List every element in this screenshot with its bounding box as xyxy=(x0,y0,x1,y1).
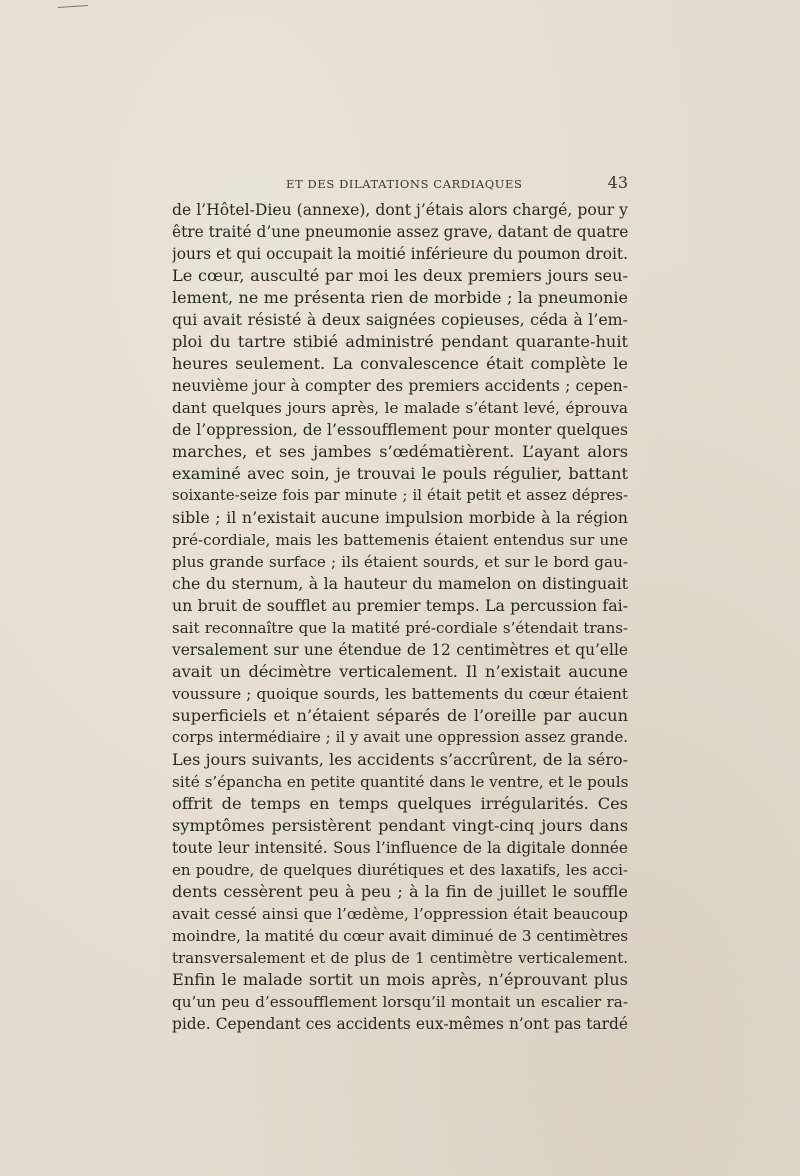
text-line: ploi du tartre stibié administré pendant quarante-huit xyxy=(172,332,628,351)
text-line: Le cœur, ausculté par moi les deux premiers jours seu- xyxy=(172,266,628,285)
text-line: symptômes persistèrent pendant vingt-cinq jours dans xyxy=(172,816,628,835)
text-line: qu’un peu d’essoufflement lorsqu’il montait un escalier ra- xyxy=(172,993,628,1011)
text-line: être traité d’une pneumonie assez grave, datant de quatre xyxy=(172,223,628,241)
text-line: examiné avec soin, je trouvai le pouls régulier, battant xyxy=(172,464,628,483)
text-line: che du sternum, à la hauteur du mamelon on distinguait xyxy=(172,574,628,593)
text-line: jours et qui occupait la moitié inférieure du poumon droit. xyxy=(172,245,628,263)
text-line: toute leur intensité. Sous l’influence de la digitale donnée xyxy=(172,839,628,857)
text-line: transversalement et de plus de 1 centimètre verticalement. xyxy=(172,949,628,967)
page-header xyxy=(172,173,628,195)
text-line: sible ; il n’existait aucune impulsion morbide à la région xyxy=(172,508,628,527)
text-line: heures seulement. La convalescence était complète le xyxy=(172,354,628,373)
text-line: de l’Hôtel-Dieu (annexe), dont j’étais alors chargé, pour y xyxy=(172,201,628,219)
running-head: ET DES DILATATIONS CARDIAQUES xyxy=(286,177,523,191)
text-line: plus grande surface ; ils étaient sourds, et sur le bord gau- xyxy=(172,553,628,571)
text-line: en poudre, de quelques diurétiques et des laxatifs, les acci- xyxy=(172,861,628,879)
text-line: dant quelques jours après, le malade s’étant levé, éprouva xyxy=(172,399,628,417)
text-line: avait un décimètre verticalement. Il n’existait aucune xyxy=(172,662,628,681)
text-line: voussure ; quoique sourds, les battements du cœur étaient xyxy=(172,685,628,703)
text-line: Enfin le malade sortit un mois après, n’éprouvant plus xyxy=(172,970,628,989)
text-line: offrit de temps en temps quelques irrégularités. Ces xyxy=(172,794,628,813)
page-number: 43 xyxy=(607,173,628,192)
text-line: moindre, la matité du cœur avait diminué de 3 centimètres xyxy=(172,927,628,945)
corner-pencil-mark xyxy=(58,5,88,10)
text-line: soixante-seize fois par minute ; il était petit et assez dépres- xyxy=(172,487,628,504)
text-line: corps intermédiaire ; il y avait une oppression assez grande. xyxy=(172,729,628,746)
text-line: marches, et ses jambes s’œdématièrent. L’ayant alors xyxy=(172,442,628,461)
body-text xyxy=(172,199,628,1035)
text-line: de l’oppression, de l’essoufflement pour monter quelques xyxy=(172,421,628,439)
text-line: un bruit de soufflet au premier temps. La percussion fai- xyxy=(172,596,628,615)
text-line: avait cessé ainsi que l’œdème, l’oppression était beaucoup xyxy=(172,905,628,923)
text-line: superficiels et n’étaient séparés de l’oreille par aucun xyxy=(172,706,628,725)
text-line: sité s’épancha en petite quantité dans le ventre, et le pouls xyxy=(172,773,628,791)
text-line: neuvième jour à compter des premiers accidents ; cepen- xyxy=(172,377,628,395)
text-line: Les jours suivants, les accidents s’accrûrent, de la séro- xyxy=(172,750,628,769)
text-line: pré-cordiale, mais les battemenis étaient entendus sur une xyxy=(172,531,628,549)
text-line: qui avait résisté à deux saignées copieuses, céda à l’em- xyxy=(172,310,628,329)
text-line: pide. Cependant ces accidents eux-mêmes n’ont pas tardé xyxy=(172,1015,628,1033)
text-line: sait reconnaître que la matité pré-cordiale s’étendait trans- xyxy=(172,619,628,637)
text-line: dents cessèrent peu à peu ; à la fin de juillet le souffle xyxy=(172,882,628,901)
text-line: lement, ne me présenta rien de morbide ; la pneumonie xyxy=(172,288,628,307)
text-line: versalement sur une étendue de 12 centimètres et qu’elle xyxy=(172,641,628,659)
